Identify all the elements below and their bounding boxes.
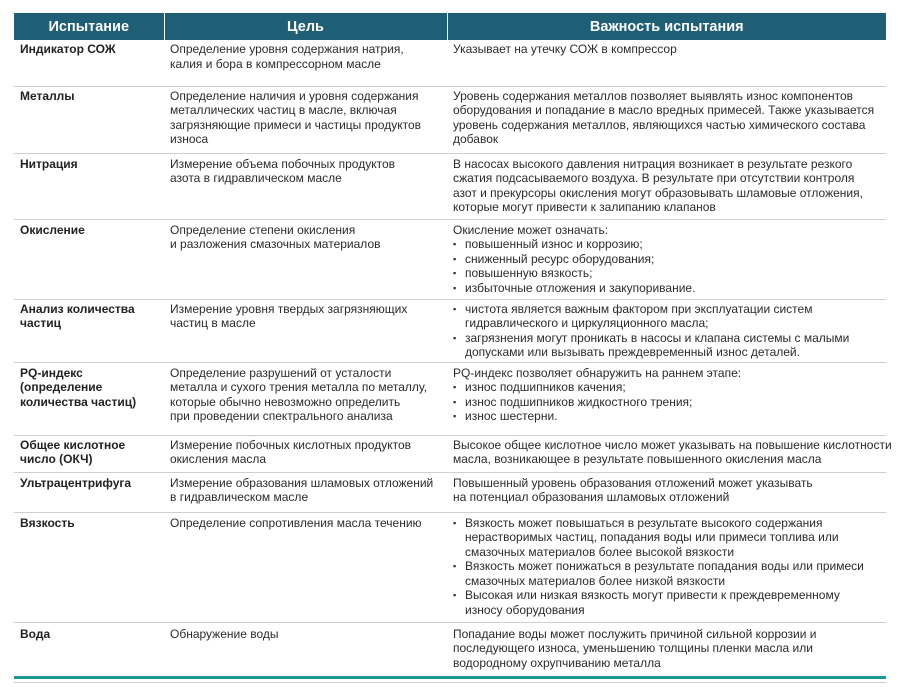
goal-line: износа [170, 132, 209, 147]
bullet-square-icon: ▪ [453, 517, 457, 528]
test-name-cell [14, 153, 164, 219]
importance-line: Уровень содержания металлов позволяет выявлять износ компонентов [453, 88, 854, 103]
header-row [14, 13, 886, 40]
header-importance: Важность испытания [447, 13, 886, 40]
test-name-line: Металлы [20, 88, 75, 103]
goal-line: которые обычно невозможно определить [170, 394, 401, 409]
table-row [14, 153, 886, 219]
test-name-cell [14, 40, 164, 86]
test-name-cell [14, 362, 164, 435]
importance-line: сжатия подсасываемого воздуха. В результате при отсутствии контроля [453, 171, 855, 186]
goal-line: частиц в масле [170, 316, 256, 331]
importance-line: оборудования и попадание в масло вредных примесей. Также указывается [453, 103, 875, 118]
test-name-cell [14, 472, 164, 512]
importance-bullet-item [453, 380, 880, 395]
importance-line: PQ-индекс позволяет обнаружить на раннем этапе: [453, 365, 742, 380]
bullet-text: Вязкость может повышаться в результате высокого содержания [465, 515, 823, 530]
importance-bullet-item [453, 331, 880, 346]
importance-bullet-item [453, 516, 880, 531]
importance-line: которые могут привести к залипанию клапанов [453, 200, 716, 215]
test-name-line: число (ОКЧ) [20, 452, 93, 467]
importance-bullet-item [453, 237, 880, 252]
bullet-text: износ подшипников качения; [465, 380, 626, 395]
goal-line: в гидравлическом масле [170, 490, 309, 505]
table-header [14, 13, 886, 40]
importance-line: Указывает на утечку СОЖ в компрессор [453, 42, 677, 56]
importance-line: В насосах высокого давления нитрация возникает в результате резкого [453, 156, 853, 171]
goal-line: загрязняющие примеси и частицы продуктов [170, 117, 422, 132]
bullet-square-icon: ▪ [453, 411, 457, 422]
goal-cell [164, 219, 447, 299]
goal-line: Определение разрушений от усталости [170, 365, 392, 380]
importance-cell [447, 622, 886, 682]
importance-line: азот и прекурсоры окисления могут образовывать шламовые отложения, [453, 185, 863, 200]
bullet-text: сниженный ресурс оборудования; [465, 251, 655, 266]
test-name-line: частиц [20, 316, 61, 331]
goal-cell [164, 40, 447, 86]
bullet-square-icon: ▪ [453, 268, 457, 279]
oil-analysis-table [14, 13, 892, 683]
importance-bullet-item [453, 395, 880, 410]
table-row [14, 362, 886, 435]
bullet-continuation-line: гидравлического и циркуляционного масла; [465, 316, 709, 331]
bullet-square-icon: ▪ [453, 590, 457, 601]
test-name-line: Ультрацентрифуга [20, 475, 132, 490]
bullet-text: чистота является важным фактором при эксплуатации систем [465, 301, 813, 316]
goal-line: калия и бора в компрессорном масле [170, 56, 381, 71]
table-body [14, 40, 892, 682]
bullet-square-icon: ▪ [453, 561, 457, 572]
importance-cell [447, 219, 886, 299]
bullet-square-icon: ▪ [453, 303, 457, 314]
importance-line: Попадание воды может послужить причиной сильной коррозии и [453, 626, 817, 641]
bullet-text: избыточные отложения и закупоривание. [465, 280, 696, 295]
test-name-line: количества частиц) [20, 394, 137, 409]
test-name-cell [14, 622, 164, 682]
importance-bullet-item [453, 302, 880, 317]
goal-line: Определение уровня содержания натрия, [170, 42, 404, 56]
goal-cell [164, 512, 447, 622]
bullet-text: износ шестерни. [465, 409, 558, 424]
goal-cell [164, 299, 447, 362]
bullet-continuation-line: износу оборудования [465, 603, 585, 618]
goal-line: Измерение объема побочных продуктов [170, 156, 395, 171]
goal-line: при проведении спектрального анализа [170, 409, 393, 424]
bullet-text: загрязнения могут проникать в насосы и клапана системы с малыми [465, 330, 850, 345]
test-name-line: Анализ количества [20, 301, 135, 316]
bullet-continuation-line: смазочных материалов более низкой вязкости [465, 573, 726, 588]
test-name-line: (определение [20, 380, 103, 395]
importance-line: последующего износа, уменьшению толщины пленки масла или [453, 641, 813, 656]
goal-line: Определение степени окисления [170, 222, 356, 237]
test-name-line: Индикатор СОЖ [20, 42, 116, 56]
bullet-text: износ подшипников жидкостного трения; [465, 394, 693, 409]
goal-line: Измерение уровня твердых загрязняющих [170, 301, 408, 316]
goal-cell [164, 435, 447, 472]
bullet-text: Высокая или низкая вязкость могут привести к преждевременному [465, 588, 840, 603]
table-row [14, 86, 886, 153]
importance-cell [447, 472, 886, 512]
test-name-cell [14, 219, 164, 299]
importance-bullet-item [453, 266, 880, 281]
table-row [14, 219, 886, 299]
importance-bullet-item [453, 281, 880, 296]
bullet-square-icon: ▪ [453, 396, 457, 407]
importance-cell [447, 40, 886, 86]
importance-line: масла, возникающее в результате повышенного окисления масла [453, 452, 822, 467]
test-name-cell [14, 512, 164, 622]
bullet-square-icon: ▪ [453, 332, 457, 343]
goal-cell [164, 622, 447, 682]
bullet-continuation-line: нерастворимых частиц, попадания воды или примеси топлива или [465, 530, 839, 545]
test-name-line: Окисление [20, 222, 85, 237]
goal-line: Определение наличия и уровня содержания [170, 88, 419, 103]
importance-line: уровень содержания металлов, являющихся частью химического состава [453, 117, 866, 132]
table-row [14, 472, 886, 512]
test-name-line: Нитрация [20, 156, 78, 171]
header-test: Испытание [14, 13, 164, 40]
bullet-text: Вязкость может понижаться в результате попадания воды или примеси [465, 559, 864, 574]
goal-cell [164, 362, 447, 435]
importance-bullet-item [453, 252, 880, 267]
goal-line: Измерение побочных кислотных продуктов [170, 437, 411, 452]
table-row [14, 622, 886, 682]
goal-cell [164, 86, 447, 153]
bullet-square-icon: ▪ [453, 282, 457, 293]
goal-line: Обнаружение воды [170, 626, 279, 641]
bullet-square-icon: ▪ [453, 239, 457, 250]
table-row [14, 40, 886, 86]
goal-cell [164, 472, 447, 512]
bullet-square-icon: ▪ [453, 382, 457, 393]
test-name-cell [14, 435, 164, 472]
importance-line: Высокое общее кислотное число может указывать на повышение кислотности [453, 437, 892, 452]
importance-bullet-item [453, 409, 880, 424]
importance-line: Повышенный уровень образования отложений может указывать [453, 475, 813, 490]
table-row [14, 512, 886, 622]
bottom-accent-bar [14, 676, 886, 679]
test-name-line: PQ-индекс [20, 365, 83, 380]
importance-cell [447, 435, 892, 472]
goal-line: металла и сухого трения металла по металлу, [170, 380, 428, 395]
importance-bullet-item [453, 588, 880, 603]
importance-cell [447, 86, 886, 153]
importance-line: добавок [453, 132, 499, 147]
bullet-continuation-line: допусками или вызывать преждевременный износ деталей. [465, 345, 800, 360]
goal-line: Измерение образования шламовых отложений [170, 475, 434, 490]
test-name-cell [14, 299, 164, 362]
importance-line: на потенциал образования шламовых отложений [453, 490, 730, 505]
table-row [14, 435, 886, 472]
importance-line: Окисление может означать: [453, 222, 609, 237]
test-name-line: Общее кислотное [20, 437, 126, 452]
test-name-line: Вода [20, 626, 51, 641]
importance-cell [447, 362, 886, 435]
goal-line: окисления масла [170, 452, 267, 467]
goal-line: азота в гидравлическом масле [170, 171, 342, 186]
table-row [14, 299, 886, 362]
test-name-cell [14, 86, 164, 153]
importance-cell [447, 153, 886, 219]
bullet-square-icon: ▪ [453, 253, 457, 264]
importance-cell [447, 299, 886, 362]
importance-cell [447, 512, 886, 622]
bullet-text: повышенный износ и коррозию; [465, 237, 643, 252]
bullet-continuation-line: смазочных материалов более высокой вязкости [465, 544, 735, 559]
bullet-text: повышенную вязкость; [465, 266, 593, 281]
goal-cell [164, 153, 447, 219]
goal-line: Определение сопротивления масла течению [170, 515, 422, 530]
goal-line: и разложения смазочных материалов [170, 237, 381, 252]
header-goal: Цель [164, 13, 447, 40]
importance-line: водородному охрупчиванию металла [453, 655, 661, 670]
importance-bullet-item [453, 559, 880, 574]
test-name-line: Вязкость [20, 515, 75, 530]
goal-line: металлических частиц в масле, включая [170, 103, 397, 118]
